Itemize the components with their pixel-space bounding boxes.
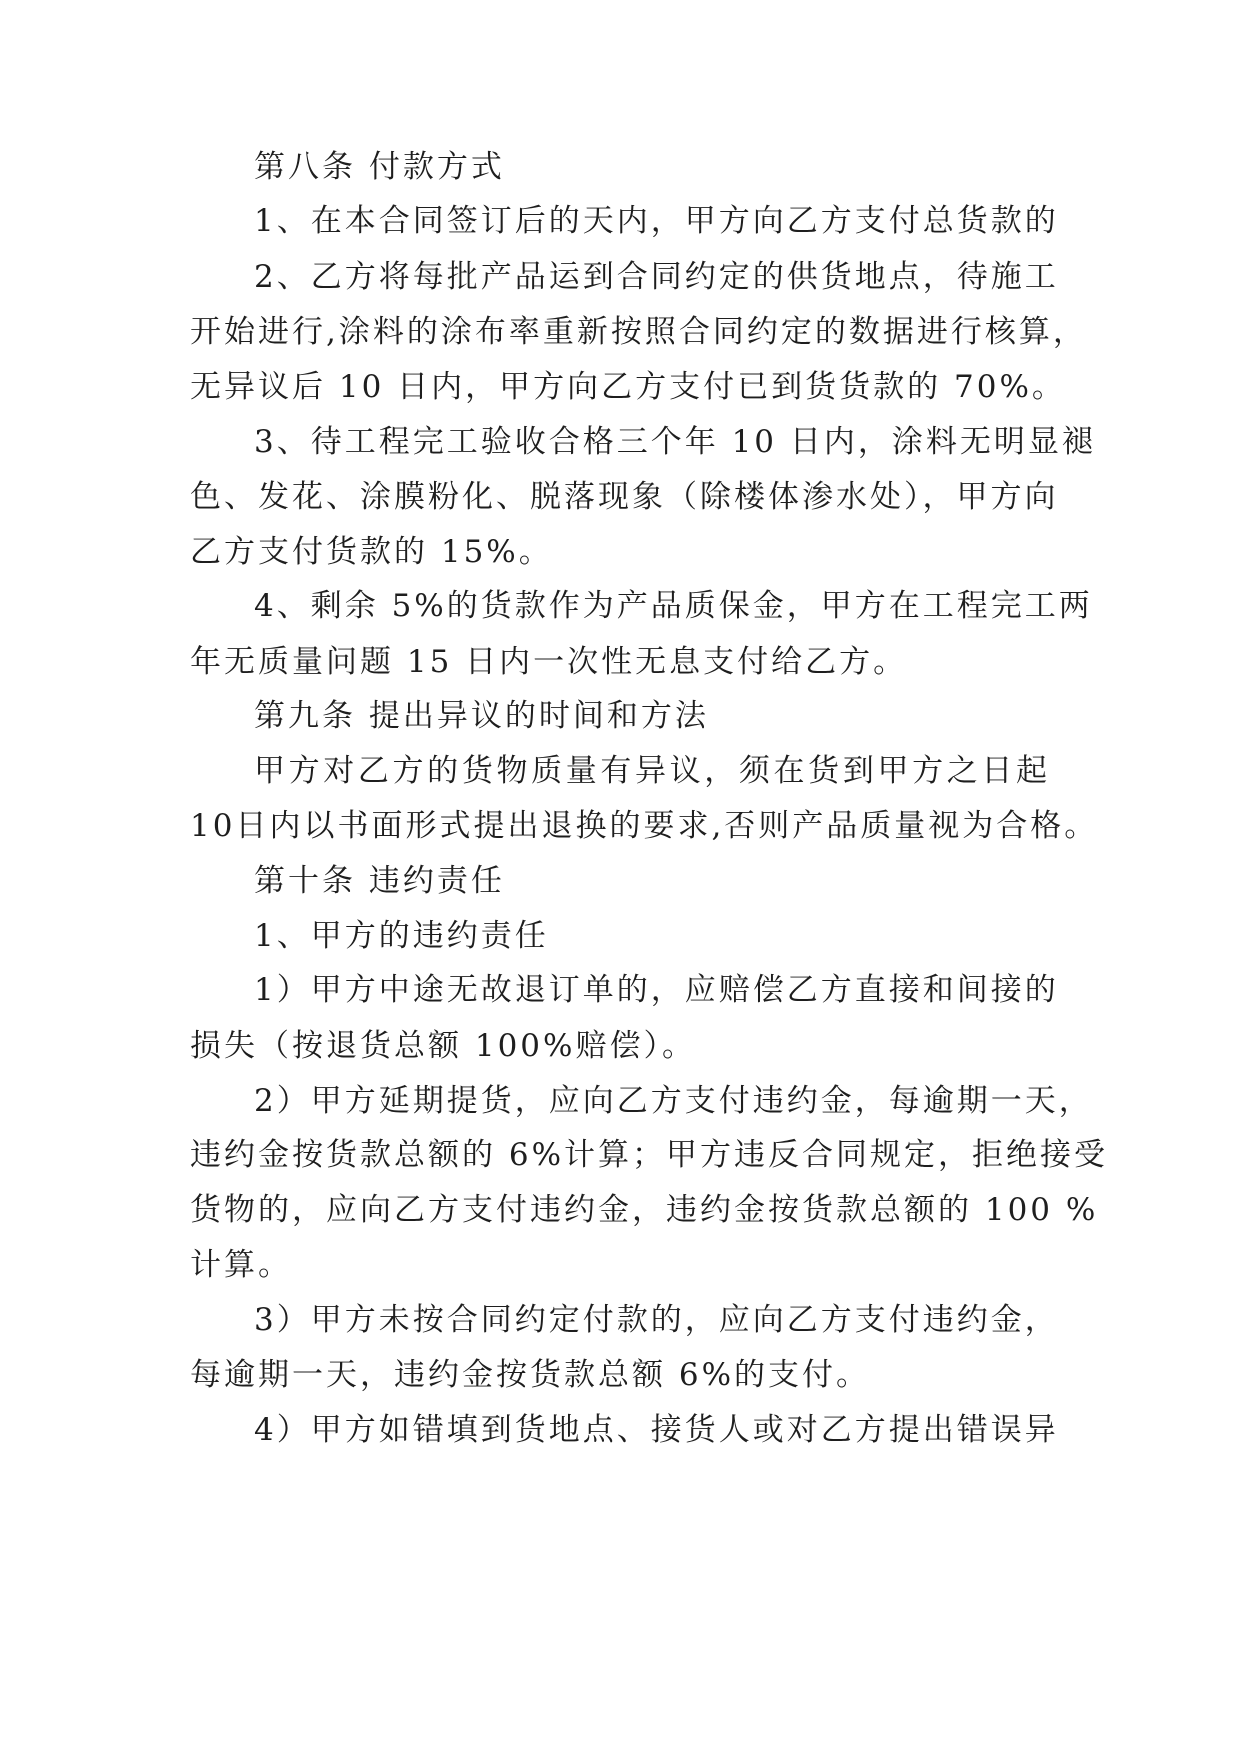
paragraph-line: 1、在本合同签订后的天内，甲方向乙方支付总货款的 <box>254 203 1059 239</box>
paragraph-line: 年无质量问题 15 日内一次性无息支付给乙方。 <box>190 644 908 680</box>
paragraph-line: 计算。 <box>190 1247 292 1283</box>
paragraph-line: 1）甲方中途无故退订单的，应赔偿乙方直接和间接的 <box>254 972 1059 1008</box>
paragraph-line: 货物的，应向乙方支付违约金，违约金按货款总额的 100 % <box>190 1192 1099 1228</box>
paragraph-line: 违约金按货款总额的 6%计算；甲方违反合同规定，拒绝接受 <box>190 1137 1109 1173</box>
paragraph-line: 4、剩余 5%的货款作为产品质保金，甲方在工程完工两 <box>254 588 1093 624</box>
paragraph-line: 2、乙方将每批产品运到合同约定的供货地点，待施工 <box>254 259 1059 295</box>
paragraph-line: 每逾期一天，违约金按货款总额 6%的支付。 <box>190 1357 871 1393</box>
paragraph-line: 开始进行,涂料的涂布率重新按照合同约定的数据进行核算， <box>190 314 1087 350</box>
paragraph-line: 3）甲方未按合同约定付款的，应向乙方支付违约金， <box>254 1302 1059 1338</box>
paragraph-line: 乙方支付货款的 15%。 <box>190 534 553 570</box>
paragraph-line: 无异议后 10 日内，甲方向乙方支付已到货货款的 70%。 <box>190 369 1066 405</box>
article-10-heading: 第十条 违约责任 <box>254 863 505 899</box>
paragraph-line: 3、待工程完工验收合格三个年 10 日内，涂料无明显褪 <box>254 424 1096 460</box>
paragraph-line: 2）甲方延期提货，应向乙方支付违约金，每逾期一天， <box>254 1083 1093 1119</box>
subsection-heading: 1、甲方的违约责任 <box>254 918 549 954</box>
article-9-heading: 第九条 提出异议的时间和方法 <box>254 698 709 734</box>
paragraph-line: 色、发花、涂膜粉化、脱落现象（除楼体渗水处），甲方向 <box>190 479 1059 515</box>
paragraph-line: 10日内以书面形式提出退换的要求,否则产品质量视为合格。 <box>190 808 1099 844</box>
paragraph-line: 甲方对乙方的货物质量有异议，须在货到甲方之日起 <box>254 753 1050 789</box>
article-8-heading: 第八条 付款方式 <box>254 149 505 185</box>
paragraph-line: 损失（按退货总额 100%赔偿）。 <box>190 1028 696 1064</box>
paragraph-line: 4）甲方如错填到货地点、接货人或对乙方提出错误异 <box>254 1412 1059 1448</box>
